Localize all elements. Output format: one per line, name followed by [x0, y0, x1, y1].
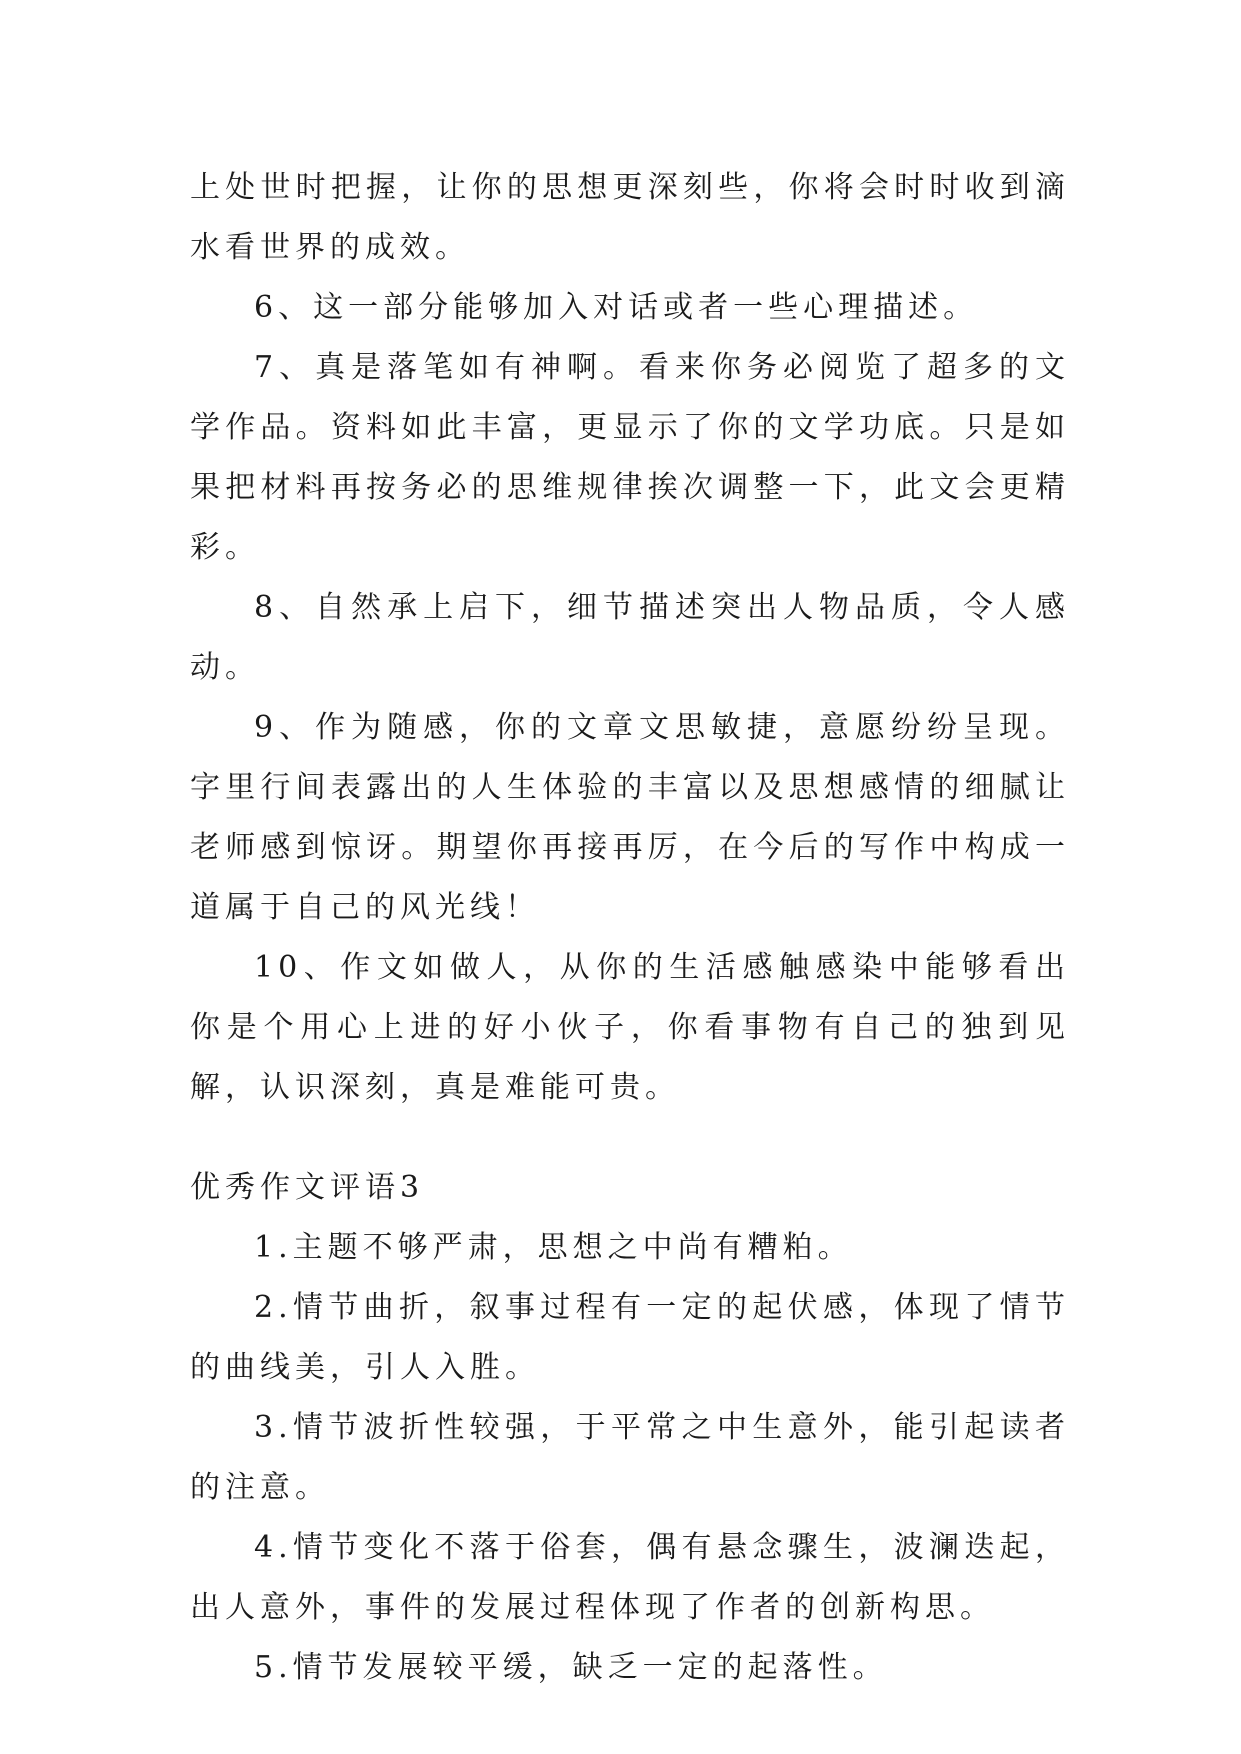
paragraph-item-5: 5.情节发展较平缓，缺乏一定的起落性。 — [254, 1650, 888, 1685]
section-heading: 优秀作文评语3 — [190, 1170, 425, 1205]
paragraph-comment-7: 7、真是落笔如有神啊。看来你务必阅览了超多的文学作品。资料如此丰富，更显示了你的文学功底。只是如果把材料再按务必的思维规律挨次调整一下，此文会更精彩。 — [190, 350, 1070, 565]
paragraph-item-1: 1.主题不够严肃，思想之中尚有糟粕。 — [254, 1230, 853, 1265]
paragraph-comment-6: 6、这一部分能够加入对话或者一些心理描述。 — [254, 290, 979, 325]
document-body — [190, 158, 1070, 1698]
paragraph-item-4: 4.情节变化不落于俗套，偶有悬念骤生，波澜迭起，出人意外，事件的发展过程体现了作者的创新构思。 — [190, 1530, 1070, 1625]
paragraph-item-2: 2.情节曲折，叙事过程有一定的起伏感，体现了情节的曲线美，引人入胜。 — [190, 1290, 1070, 1385]
paragraph-comment-8: 8、自然承上启下，细节描述突出人物品质，令人感动。 — [190, 590, 1070, 685]
paragraph-comment-10: 10、作文如做人，从你的生活感触感染中能够看出你是个用心上进的好小伙子，你看事物有自己的独到见解，认识深刻，真是难能可贵。 — [190, 950, 1070, 1105]
paragraph-comment-9: 9、作为随感，你的文章文思敏捷，意愿纷纷呈现。字里行间表露出的人生体验的丰富以及思想感情的细腻让老师感到惊讶。期望你再接再厉，在今后的写作中构成一道属于自己的风光线！ — [190, 710, 1070, 925]
paragraph-continuation: 上处世时把握，让你的思想更深刻些，你将会时时收到滴水看世界的成效。 — [190, 170, 1070, 265]
paragraph-item-3: 3.情节波折性较强，于平常之中生意外，能引起读者的注意。 — [190, 1410, 1070, 1505]
